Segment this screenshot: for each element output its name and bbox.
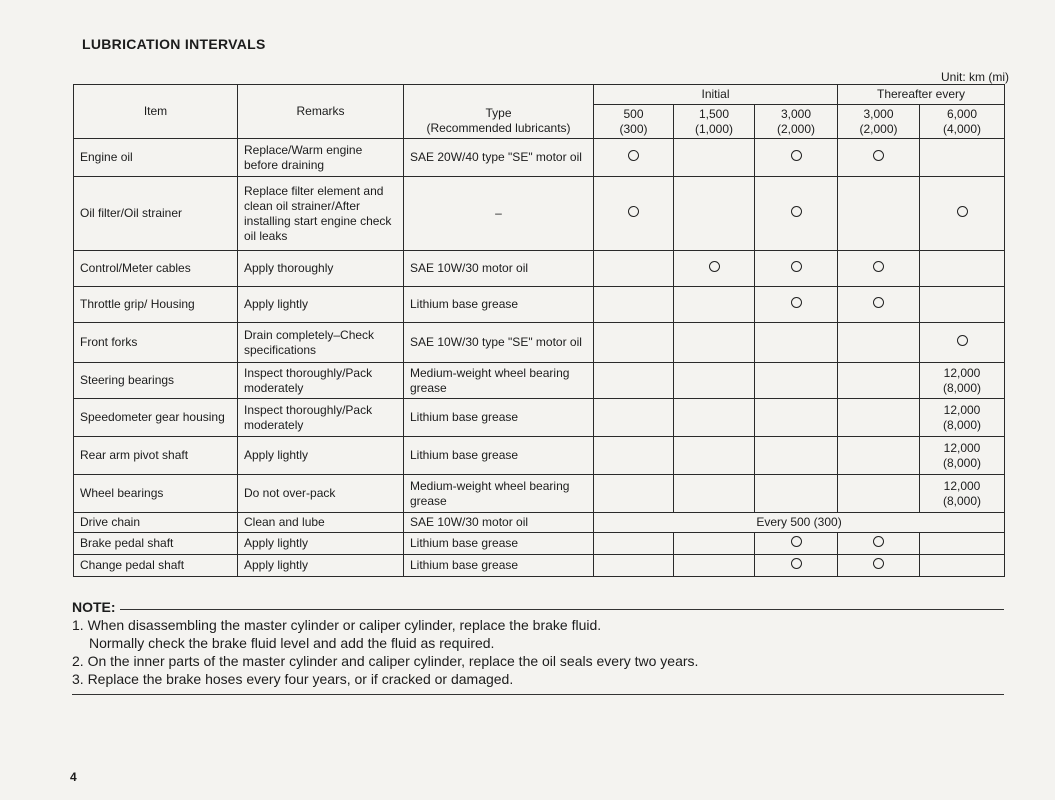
cell-type: Lithium base grease bbox=[404, 287, 594, 323]
cell-interval-empty bbox=[674, 287, 755, 323]
table-row bbox=[74, 251, 1005, 287]
note-line: 1. When disassembling the master cylinder or caliper cylinder, replace the brake fluid. bbox=[72, 617, 602, 633]
header-remarks: Remarks bbox=[238, 85, 404, 139]
cell-interval-empty bbox=[838, 323, 920, 363]
note-line: 3. Replace the brake hoses every four years, or if cracked or damaged. bbox=[72, 671, 514, 687]
cell-interval-empty bbox=[594, 437, 674, 475]
cell-item: Rear arm pivot shaft bbox=[74, 437, 238, 475]
note-heading: NOTE: bbox=[72, 599, 116, 615]
table-row bbox=[74, 437, 1005, 475]
cell-interval bbox=[838, 139, 920, 177]
cell-type: Lithium base grease bbox=[404, 555, 594, 577]
interval-km: 3,000 bbox=[863, 106, 894, 121]
cell-interval bbox=[594, 177, 674, 251]
table-row bbox=[74, 139, 1005, 177]
header-thereafter: Thereafter every bbox=[838, 85, 1005, 105]
cell-interval-empty bbox=[594, 363, 674, 399]
cell-remarks: Apply lightly bbox=[238, 533, 404, 555]
cell-interval-empty bbox=[594, 555, 674, 577]
interval-mi: (300) bbox=[619, 121, 648, 136]
cell-type: Medium-weight wheel bearing grease bbox=[404, 363, 594, 399]
header-interval-2 bbox=[674, 105, 755, 139]
interval-mi: (2,000) bbox=[776, 121, 816, 136]
cell-interval bbox=[594, 139, 674, 177]
table-row bbox=[74, 177, 1005, 251]
cell-interval-empty bbox=[755, 323, 838, 363]
circle-mark-icon bbox=[791, 297, 802, 308]
cell-interval-empty bbox=[838, 475, 920, 513]
cell-item: Change pedal shaft bbox=[74, 555, 238, 577]
table-row bbox=[74, 287, 1005, 323]
table-row bbox=[74, 555, 1005, 577]
lubrication-table bbox=[73, 84, 1005, 577]
cell-interval bbox=[755, 533, 838, 555]
cell-interval-empty bbox=[838, 177, 920, 251]
cell-item: Drive chain bbox=[74, 513, 238, 533]
cell-remarks: Apply lightly bbox=[238, 555, 404, 577]
cell-interval-empty bbox=[755, 437, 838, 475]
cell-item: Throttle grip/ Housing bbox=[74, 287, 238, 323]
interval-km: 6,000 bbox=[946, 106, 978, 121]
circle-mark-icon bbox=[791, 206, 802, 217]
cell-remarks: Inspect thoroughly/Pack moderately bbox=[238, 363, 404, 399]
cell-interval-empty bbox=[594, 475, 674, 513]
interval-mi: (2,000) bbox=[859, 121, 898, 136]
cell-interval-empty bbox=[674, 139, 755, 177]
cell-interval-empty bbox=[920, 555, 1005, 577]
cell-interval-empty bbox=[594, 287, 674, 323]
circle-mark-icon bbox=[873, 558, 884, 569]
interval-km: 3,000 bbox=[780, 106, 812, 121]
circle-mark-icon bbox=[628, 206, 639, 217]
cell-interval: 12,000 (8,000) bbox=[920, 437, 1005, 475]
cell-interval bbox=[674, 251, 755, 287]
cell-interval bbox=[838, 287, 920, 323]
header-type-subtitle: (Recommended lubricants) bbox=[426, 121, 571, 135]
header-item: Item bbox=[74, 85, 238, 139]
cell-remarks: Do not over-pack bbox=[238, 475, 404, 513]
cell-type: Lithium base grease bbox=[404, 437, 594, 475]
cell-interval-empty bbox=[594, 533, 674, 555]
header-type-title: Type bbox=[485, 106, 512, 120]
note-line: Normally check the brake fluid level and add the fluid as required. bbox=[89, 635, 495, 651]
circle-mark-icon bbox=[873, 536, 884, 547]
cell-type: SAE 10W/30 motor oil bbox=[404, 513, 594, 533]
cell-interval bbox=[755, 251, 838, 287]
cell-remarks: Replace/Warm engine before draining bbox=[238, 139, 404, 177]
interval-mi: (4,000) bbox=[942, 121, 982, 136]
cell-interval bbox=[755, 287, 838, 323]
circle-mark-icon bbox=[957, 206, 968, 217]
cell-interval-empty bbox=[674, 533, 755, 555]
circle-mark-icon bbox=[709, 261, 720, 272]
page-number: 4 bbox=[70, 770, 77, 784]
circle-mark-icon bbox=[791, 536, 802, 547]
cell-remarks: Clean and lube bbox=[238, 513, 404, 533]
cell-interval bbox=[755, 555, 838, 577]
cell-interval-empty bbox=[920, 139, 1005, 177]
cell-interval-empty bbox=[920, 533, 1005, 555]
table-row bbox=[74, 399, 1005, 437]
cell-interval-empty bbox=[920, 251, 1005, 287]
interval-mi: (1,000) bbox=[694, 121, 734, 136]
cell-interval-empty bbox=[674, 399, 755, 437]
cell-interval-empty bbox=[838, 399, 920, 437]
cell-type: SAE 10W/30 type "SE" motor oil bbox=[404, 323, 594, 363]
interval-km: 1,500 bbox=[698, 106, 730, 121]
table-row bbox=[74, 363, 1005, 399]
cell-interval-empty bbox=[755, 475, 838, 513]
cell-interval bbox=[920, 323, 1005, 363]
cell-item: Speedometer gear housing bbox=[74, 399, 238, 437]
note-section bbox=[72, 598, 1004, 695]
circle-mark-icon bbox=[873, 150, 884, 161]
cell-interval bbox=[755, 177, 838, 251]
cell-interval: 12,000 (8,000) bbox=[920, 399, 1005, 437]
cell-type: Lithium base grease bbox=[404, 533, 594, 555]
cell-remarks: Apply thoroughly bbox=[238, 251, 404, 287]
header-interval-1 bbox=[594, 105, 674, 139]
circle-mark-icon bbox=[628, 150, 639, 161]
cell-remarks: Apply lightly bbox=[238, 287, 404, 323]
cell-item: Oil filter/Oil strainer bbox=[74, 177, 238, 251]
page-title: LUBRICATION INTERVALS bbox=[82, 36, 266, 52]
cell-item: Brake pedal shaft bbox=[74, 533, 238, 555]
cell-interval-empty bbox=[674, 323, 755, 363]
cell-interval: 12,000 (8,000) bbox=[920, 475, 1005, 513]
circle-mark-icon bbox=[791, 558, 802, 569]
circle-mark-icon bbox=[957, 335, 968, 346]
note-heading-rule bbox=[120, 609, 1004, 610]
cell-interval-empty bbox=[674, 437, 755, 475]
cell-interval bbox=[838, 555, 920, 577]
cell-interval-empty bbox=[674, 475, 755, 513]
cell-type: Medium-weight wheel bearing grease bbox=[404, 475, 594, 513]
cell-type: SAE 20W/40 type "SE" motor oil bbox=[404, 139, 594, 177]
cell-interval-empty bbox=[755, 399, 838, 437]
cell-interval-empty bbox=[674, 177, 755, 251]
table-row bbox=[74, 513, 1005, 533]
cell-interval-empty bbox=[755, 363, 838, 399]
interval-km: 500 bbox=[623, 106, 644, 121]
cell-item: Engine oil bbox=[74, 139, 238, 177]
cell-interval-empty bbox=[838, 363, 920, 399]
header-interval-5 bbox=[920, 105, 1005, 139]
cell-interval bbox=[755, 139, 838, 177]
cell-type: SAE 10W/30 motor oil bbox=[404, 251, 594, 287]
header-interval-3 bbox=[755, 105, 838, 139]
note-line: 2. On the inner parts of the master cylinder and caliper cylinder, replace the oil seals every two years. bbox=[72, 653, 699, 669]
table-row bbox=[74, 475, 1005, 513]
cell-remarks: Drain completely–Check specifications bbox=[238, 323, 404, 363]
cell-interval-empty bbox=[594, 323, 674, 363]
cell-item: Wheel bearings bbox=[74, 475, 238, 513]
header-initial: Initial bbox=[594, 85, 838, 105]
cell-interval-empty bbox=[920, 287, 1005, 323]
note-bottom-rule bbox=[72, 694, 1004, 695]
cell-interval-empty bbox=[838, 437, 920, 475]
circle-mark-icon bbox=[873, 261, 884, 272]
cell-item: Control/Meter cables bbox=[74, 251, 238, 287]
header-interval-4 bbox=[838, 105, 920, 139]
cell-remarks: Apply lightly bbox=[238, 437, 404, 475]
circle-mark-icon bbox=[791, 150, 802, 161]
cell-interval-empty bbox=[674, 363, 755, 399]
cell-item: Front forks bbox=[74, 323, 238, 363]
header-type bbox=[404, 85, 594, 139]
table-row bbox=[74, 533, 1005, 555]
circle-mark-icon bbox=[791, 261, 802, 272]
cell-interval-empty bbox=[594, 399, 674, 437]
cell-interval-span: Every 500 (300) bbox=[594, 513, 1005, 533]
cell-interval-empty bbox=[594, 251, 674, 287]
cell-remarks: Inspect thoroughly/Pack moderately bbox=[238, 399, 404, 437]
cell-type: Lithium base grease bbox=[404, 399, 594, 437]
cell-type: – bbox=[404, 177, 594, 251]
table-row bbox=[74, 323, 1005, 363]
circle-mark-icon bbox=[873, 297, 884, 308]
cell-interval-empty bbox=[674, 555, 755, 577]
cell-item: Steering bearings bbox=[74, 363, 238, 399]
unit-label: Unit: km (mi) bbox=[941, 70, 1009, 84]
cell-interval: 12,000 (8,000) bbox=[920, 363, 1005, 399]
cell-interval bbox=[920, 177, 1005, 251]
cell-interval bbox=[838, 533, 920, 555]
cell-interval bbox=[838, 251, 920, 287]
cell-remarks: Replace filter element and clean oil strainer/After installing start engine check oil leaks bbox=[238, 177, 404, 251]
